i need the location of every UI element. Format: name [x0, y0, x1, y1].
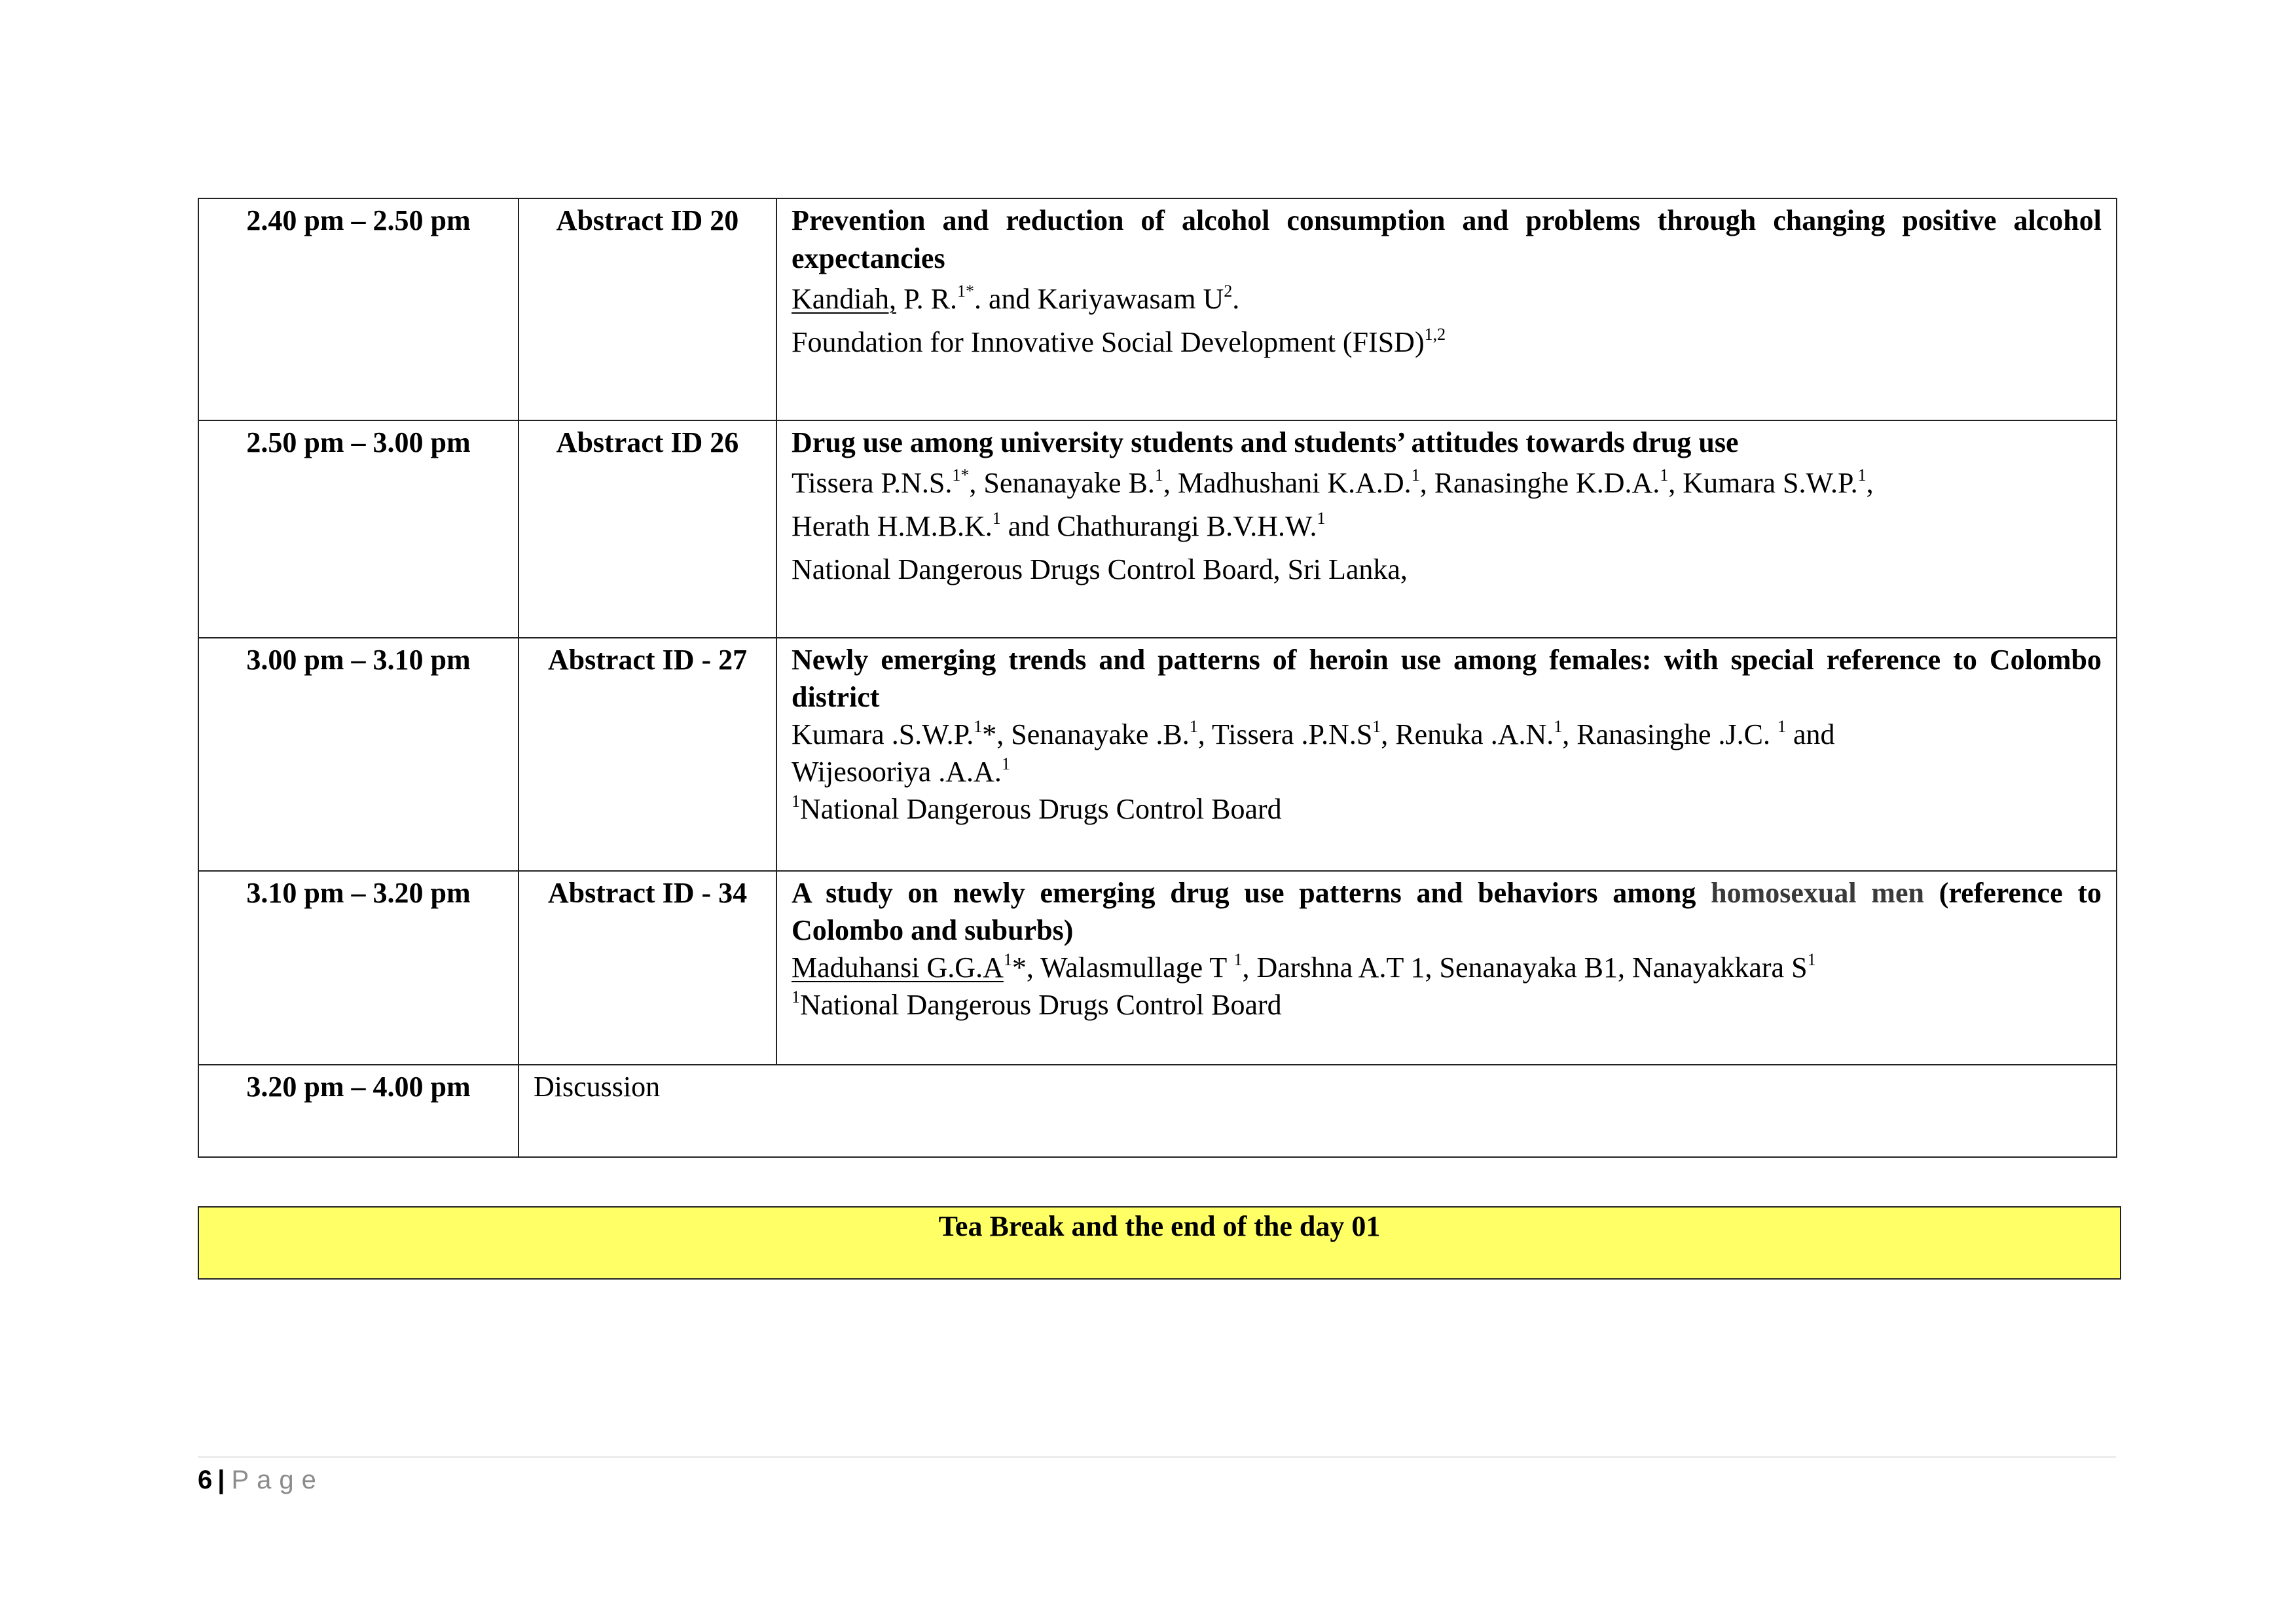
footer-divider [198, 1456, 2116, 1458]
abstract-affiliation: Foundation for Innovative Social Development (FISD)$^{1,2}$ [792, 325, 1446, 358]
abstract-id: Abstract ID - 27 [519, 638, 776, 871]
abstract-details [776, 198, 2117, 420]
abstract-id: Abstract ID - 34 [519, 871, 776, 1065]
session-time: 2.40 pm – 2.50 pm [198, 198, 519, 420]
page-number: 6 [198, 1466, 213, 1494]
page-label: Page [231, 1466, 324, 1494]
abstract-affiliation: $^1$National Dangerous Drugs Control Board [792, 987, 1282, 1021]
abstract-id: Abstract ID 20 [519, 198, 776, 420]
abstract-details [776, 638, 2117, 871]
session-time: 3.20 pm – 4.00 pm [198, 1065, 519, 1157]
schedule-row [198, 1065, 2117, 1157]
abstract-title: Prevention and reduction of alcohol consumption and problems through changing positive alcohol expectancies [792, 204, 2102, 274]
schedule-table [198, 198, 2117, 1158]
session-time: 2.50 pm – 3.00 pm [198, 420, 519, 638]
page-footer [198, 1462, 324, 1498]
abstract-affiliation: National Dangerous Drugs Control Board, Sri Lanka, [792, 553, 1408, 585]
abstract-title: A study on newly emerging drug use patterns and behaviors among homosexual men (reference to Colombo and suburbs) [792, 877, 2102, 946]
schedule-row [198, 420, 2117, 638]
abstract-authors: Tissera P.N.S.$^{1*}$, Senanayake B.$^1$, Madhushani K.A.D.$^1$, Ranasinghe K.D.A.$^1$, Kumara S.W.P.$^1$, Herath H.M.B.K.$^1$ and Chathurangi B.V.H.W.$^1$ [792, 466, 1874, 542]
schedule-row [198, 871, 2117, 1065]
abstract-authors: Maduhansi $G.G.A^1*$, Walasmullage T $^1$, Darshna A.T 1, Senanayaka B1, Nanayakkara $S^1$ [792, 950, 1816, 984]
presenting-author: Kandiah, [792, 283, 897, 315]
session-time: 3.00 pm – 3.10 pm [198, 638, 519, 871]
abstract-title: Newly emerging trends and patterns of heroin use among females: with special reference to Colombo district [792, 644, 2102, 713]
abstract-authors: Kandiah, P. R.$^{1*}$. and Kariyawasam $U^2$. [792, 282, 1240, 315]
presenting-author: Maduhansi G.G.A [792, 951, 1004, 984]
discussion-cell: Discussion [519, 1065, 2117, 1157]
schedule-row [198, 198, 2117, 420]
footer-separator: | [217, 1466, 225, 1494]
session-time: 3.10 pm – 3.20 pm [198, 871, 519, 1065]
schedule-row [198, 638, 2117, 871]
abstract-title: Drug use among university students and students’ attitudes towards drug use [792, 426, 1739, 458]
abstract-details [776, 420, 2117, 638]
abstract-authors: Kumara .S.W.P.$^1$*, Senanayake .B.$^1$, Tissera $.P.N.S^1$, Renuka .A.N.$^1$, Ranasinghe .J.C. $^1$ and Wijesooriya .A.A.$^1$ [792, 717, 1835, 788]
abstract-details [776, 871, 2117, 1065]
tea-break-banner: Tea Break and the end of the day 01 [198, 1206, 2121, 1280]
abstract-id: Abstract ID 26 [519, 420, 776, 638]
abstract-affiliation: $^1$National Dangerous Drugs Control Board [792, 792, 1282, 825]
